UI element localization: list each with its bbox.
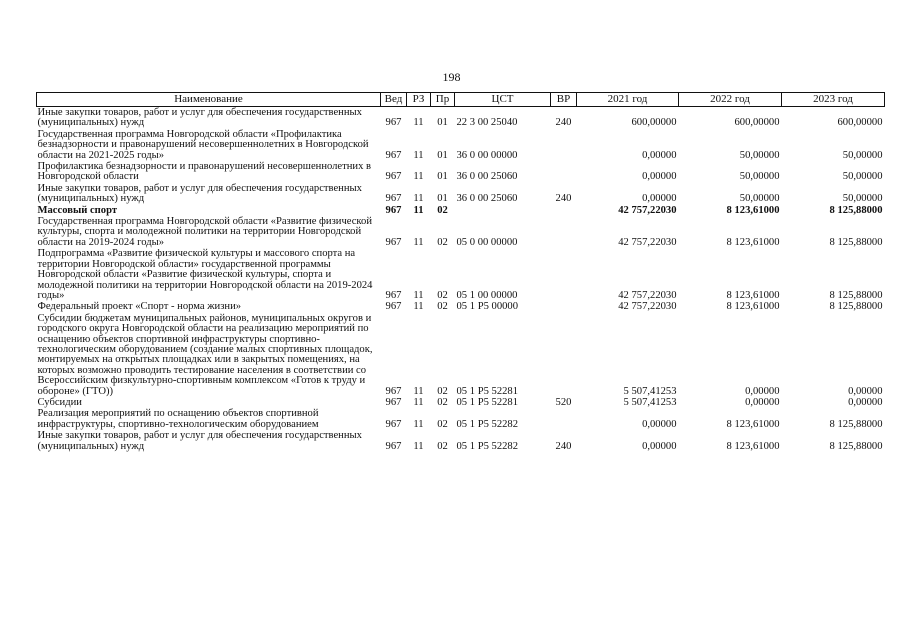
- cell-vr: [551, 205, 577, 216]
- cell-2022: 8 123,61000: [726, 236, 780, 248]
- cell-2021: 5 507,41253: [623, 385, 677, 397]
- cell-pr: 02: [437, 418, 448, 430]
- header-pr: Пр: [431, 93, 455, 107]
- table-row: [37, 313, 885, 397]
- cell-2022: 8 123,61000: [726, 301, 780, 313]
- cell-2023: 0,00000: [848, 396, 883, 408]
- cell-2021: 0,00000: [642, 440, 677, 452]
- cell-2021: 5 507,41253: [623, 396, 677, 408]
- cell-cst: 05 1 P5 52281: [456, 385, 519, 397]
- cell-pr: 01: [437, 149, 448, 161]
- cell-2023: 8 125,88000: [829, 289, 883, 301]
- cell-cst: 05 1 P5 00000: [456, 301, 519, 313]
- cell-ved: 967: [385, 204, 402, 216]
- table-row: [37, 301, 885, 312]
- cell-2022: 0,00000: [745, 396, 780, 408]
- budget-table: [36, 92, 885, 452]
- cell-2023: 8 125,88000: [829, 301, 883, 313]
- cell-cst: 05 1 P5 52281: [456, 396, 519, 408]
- cell-cst: 05 1 00 00000: [456, 289, 518, 301]
- cell-rz: 11: [413, 171, 424, 183]
- cell-vr: [551, 129, 577, 161]
- cell-ved: 967: [385, 236, 402, 248]
- cell-pr: 01: [437, 117, 448, 129]
- cell-2023: 50,00000: [842, 171, 883, 183]
- cell-ved: 967: [385, 385, 402, 397]
- cell-name: Реализация мероприятий по оснащению объектов спортивной инфраструктуры, спортивно-технологическим оборудованием: [37, 408, 319, 430]
- table-row: [37, 183, 885, 205]
- cell-ved: 967: [385, 117, 402, 129]
- cell-2021: 42 757,22030: [618, 204, 677, 216]
- cell-rz: 11: [413, 385, 424, 397]
- cell-2022: 50,00000: [739, 171, 780, 183]
- cell-2021: 0,00000: [642, 149, 677, 161]
- cell-name: Иные закупки товаров, работ и услуг для обеспечения государственных (муниципальных) нужд: [37, 107, 362, 129]
- table-row: [37, 430, 885, 452]
- cell-2022: 8 123,61000: [726, 204, 780, 216]
- cell-name: Подпрограмма «Развитие физической культуры и массового спорта на территории Новгородской области» государственной программы Новгородской области «Развитие физической культуры, спорта и молодежной политики на территории Новгородской области на 2019-2024 годы»: [37, 248, 373, 301]
- cell-name: Субсидии бюджетам муниципальных районов, муниципальных округов и городского округа Новгородской области на реализацию мероприятий по оснащению объектов спортивной инфраструктуры спортивно-технологическим оборудованием (создание малых спортивных площадок, монтируемых на открытых площадках или в закрытых помещениях, на которых возможно проводить тестирование населения в соответствии со Всероссийским физкультурно-спортивным комплексом «Готов к труду и обороне» (ГТО)): [37, 312, 373, 397]
- table-row: [37, 161, 885, 183]
- cell-rz: 11: [413, 204, 424, 216]
- cell-2021: 0,00000: [642, 193, 677, 205]
- cell-2023: 600,00000: [837, 117, 883, 129]
- cell-pr: 01: [437, 193, 448, 205]
- cell-pr: 02: [437, 236, 448, 248]
- cell-pr: 02: [437, 396, 448, 408]
- cell-vr: [551, 408, 577, 430]
- cell-2022: 8 123,61000: [726, 440, 780, 452]
- cell-rz: 11: [413, 149, 424, 161]
- cell-name: Иные закупки товаров, работ и услуг для обеспечения государственных (муниципальных) нужд: [37, 430, 362, 452]
- header-vr: ВР: [551, 93, 577, 107]
- cell-cst: 05 1 P5 52282: [456, 418, 519, 430]
- cell-ved: 967: [385, 289, 402, 301]
- cell-name: Государственная программа Новгородской области «Профилактика безнадзорности и правонарушений несовершеннолетних в Новгородской области на 2021-2025 годы»: [37, 128, 369, 161]
- cell-vr: [551, 248, 577, 301]
- cell-2021: 42 757,22030: [618, 236, 677, 248]
- cell-2023: 0,00000: [848, 385, 883, 397]
- header-cst: ЦСТ: [455, 93, 551, 107]
- table-row: [37, 408, 885, 430]
- cell-rz: 11: [413, 418, 424, 430]
- cell-ved: 967: [385, 171, 402, 183]
- cell-vr: 240: [555, 440, 572, 452]
- cell-2023: 8 125,88000: [829, 204, 883, 216]
- cell-ved: 967: [385, 440, 402, 452]
- cell-vr: [551, 216, 577, 248]
- cell-rz: 11: [413, 193, 424, 205]
- cell-pr: 02: [437, 440, 448, 452]
- cell-cst: 36 0 00 25060: [456, 193, 518, 205]
- header-2021: 2021 год: [577, 93, 679, 107]
- table-row: [37, 129, 885, 161]
- cell-ved: 967: [385, 193, 402, 205]
- cell-2022: 50,00000: [739, 149, 780, 161]
- cell-2021: 600,00000: [631, 117, 677, 129]
- cell-2021: 42 757,22030: [618, 289, 677, 301]
- cell-vr: [551, 313, 577, 397]
- table-row: [37, 205, 885, 216]
- cell-vr: 240: [555, 117, 572, 129]
- cell-2022: 0,00000: [745, 385, 780, 397]
- cell-cst: 05 0 00 00000: [456, 236, 518, 248]
- cell-2023: 50,00000: [842, 149, 883, 161]
- cell-ved: 967: [385, 418, 402, 430]
- header-name: Наименование: [37, 93, 381, 107]
- cell-2022: 8 123,61000: [726, 289, 780, 301]
- table-header-row: [37, 93, 885, 107]
- cell-pr: 02: [437, 385, 448, 397]
- cell-2023: 8 125,88000: [829, 418, 883, 430]
- cell-2022: 600,00000: [734, 117, 780, 129]
- cell-pr: 02: [437, 204, 448, 216]
- cell-ved: 967: [385, 301, 402, 313]
- cell-2023: 50,00000: [842, 193, 883, 205]
- table-row: [37, 107, 885, 129]
- cell-ved: 967: [385, 149, 402, 161]
- cell-vr: [551, 161, 577, 183]
- header-ved: Вед: [381, 93, 407, 107]
- cell-2021: 0,00000: [642, 171, 677, 183]
- cell-pr: 02: [437, 289, 448, 301]
- cell-name: Субсидии: [37, 396, 82, 408]
- cell-rz: 11: [413, 289, 424, 301]
- page-number: 198: [442, 70, 461, 84]
- cell-rz: 11: [413, 301, 424, 313]
- cell-2023: 8 125,88000: [829, 236, 883, 248]
- cell-pr: 01: [437, 171, 448, 183]
- cell-vr: 520: [555, 396, 572, 408]
- cell-cst: 05 1 P5 52282: [456, 440, 519, 452]
- cell-2021: 0,00000: [642, 418, 677, 430]
- cell-2022: 8 123,61000: [726, 418, 780, 430]
- header-2023: 2023 год: [782, 93, 885, 107]
- cell-2021: 42 757,22030: [618, 301, 677, 313]
- cell-cst: 36 0 00 00000: [456, 149, 518, 161]
- header-2022: 2022 год: [679, 93, 782, 107]
- cell-name: Федеральный проект «Спорт - норма жизни»: [37, 301, 242, 313]
- cell-name: Иные закупки товаров, работ и услуг для обеспечения государственных (муниципальных) нужд: [37, 182, 362, 205]
- cell-pr: 02: [437, 301, 448, 313]
- cell-cst: 36 0 00 25060: [456, 171, 518, 183]
- cell-name: Профилактика безнадзорности и правонарушений несовершеннолетних в Новгородской области: [37, 161, 372, 183]
- header-rz: РЗ: [407, 93, 431, 107]
- table-row: [37, 248, 885, 301]
- cell-cst: 22 3 00 25040: [456, 117, 518, 129]
- cell-rz: 11: [413, 440, 424, 452]
- cell-rz: 11: [413, 236, 424, 248]
- cell-2023: 8 125,88000: [829, 440, 883, 452]
- cell-rz: 11: [413, 396, 424, 408]
- cell-vr: 240: [555, 193, 572, 205]
- cell-name: Государственная программа Новгородской области «Развитие физической культуры, спорта и молодежной политики на территории Новгородской области на 2019-2024 годы»: [37, 216, 373, 248]
- cell-name: Массовый спорт: [37, 204, 118, 216]
- cell-vr: [551, 301, 577, 312]
- table-row: [37, 216, 885, 248]
- table-row: [37, 397, 885, 408]
- cell-rz: 11: [413, 117, 424, 129]
- cell-ved: 967: [385, 396, 402, 408]
- cell-cst: [455, 205, 551, 216]
- cell-2022: 50,00000: [739, 193, 780, 205]
